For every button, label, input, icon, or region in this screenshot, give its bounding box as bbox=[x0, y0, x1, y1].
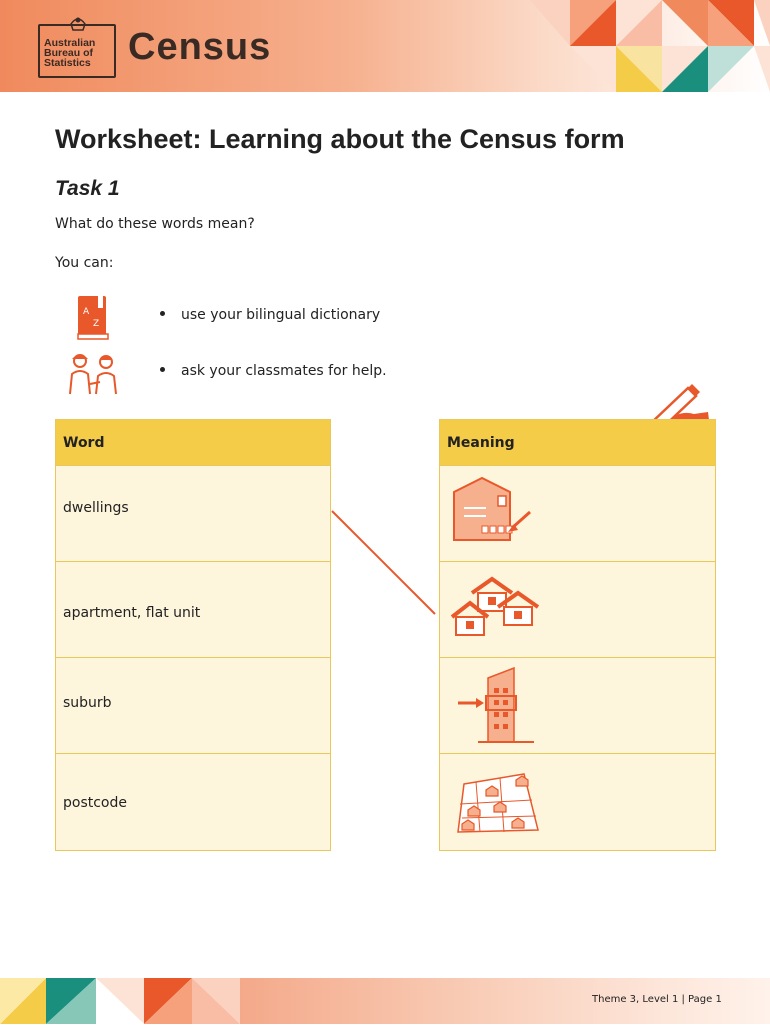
meaning-row-envelope[interactable] bbox=[440, 466, 715, 562]
word-table bbox=[55, 419, 331, 851]
dictionary-letter-a: A bbox=[83, 307, 90, 317]
apartment-building-icon bbox=[446, 664, 546, 748]
worksheet-title: Worksheet: Learning about the Census form bbox=[55, 124, 625, 154]
envelope-icon bbox=[446, 474, 542, 554]
dictionary-icon bbox=[76, 294, 110, 342]
suburb-map-icon bbox=[446, 760, 546, 844]
page-footer-text: Theme 3, Level 1 | Page 1 bbox=[592, 994, 722, 1005]
classmates-icon bbox=[64, 352, 124, 398]
meaning-row-building[interactable] bbox=[440, 658, 715, 754]
word-row-apartment[interactable]: apartment, flat unit bbox=[56, 562, 330, 658]
bullet-dot bbox=[160, 367, 165, 372]
word-row-dwellings[interactable]: dwellings bbox=[56, 466, 330, 562]
word-row-postcode[interactable]: postcode bbox=[56, 754, 330, 850]
word-table-header: Word bbox=[56, 420, 330, 466]
instruction-question: What do these words mean? bbox=[55, 216, 255, 232]
coat-of-arms-icon bbox=[68, 12, 88, 32]
bullet-text: use your bilingual dictionary bbox=[181, 307, 381, 323]
dictionary-letter-z: Z bbox=[93, 319, 100, 329]
bullet-item-classmates bbox=[160, 363, 387, 379]
meaning-row-houses[interactable] bbox=[440, 562, 715, 658]
brand-title: Census bbox=[128, 26, 272, 68]
bullet-dot bbox=[160, 311, 165, 316]
meaning-table-header: Meaning bbox=[440, 420, 715, 466]
logo-line-2: Bureau of bbox=[44, 47, 94, 59]
abs-logo bbox=[38, 24, 116, 78]
bullet-text: ask your classmates for help. bbox=[181, 363, 387, 379]
logo-line-3: Statistics bbox=[44, 57, 91, 69]
meaning-row-map[interactable] bbox=[440, 754, 715, 850]
footer-triangles bbox=[0, 978, 240, 1024]
instruction-you-can: You can: bbox=[55, 255, 114, 271]
meaning-table bbox=[439, 419, 716, 851]
decorative-triangles bbox=[520, 0, 770, 92]
word-row-suburb[interactable]: suburb bbox=[56, 658, 330, 754]
task-heading: Task 1 bbox=[55, 177, 120, 200]
logo-text bbox=[44, 38, 95, 68]
logo-line-1: Australian bbox=[44, 37, 96, 49]
houses-icon bbox=[446, 575, 546, 645]
header-banner bbox=[0, 0, 770, 92]
bullet-item-dictionary bbox=[160, 307, 380, 323]
